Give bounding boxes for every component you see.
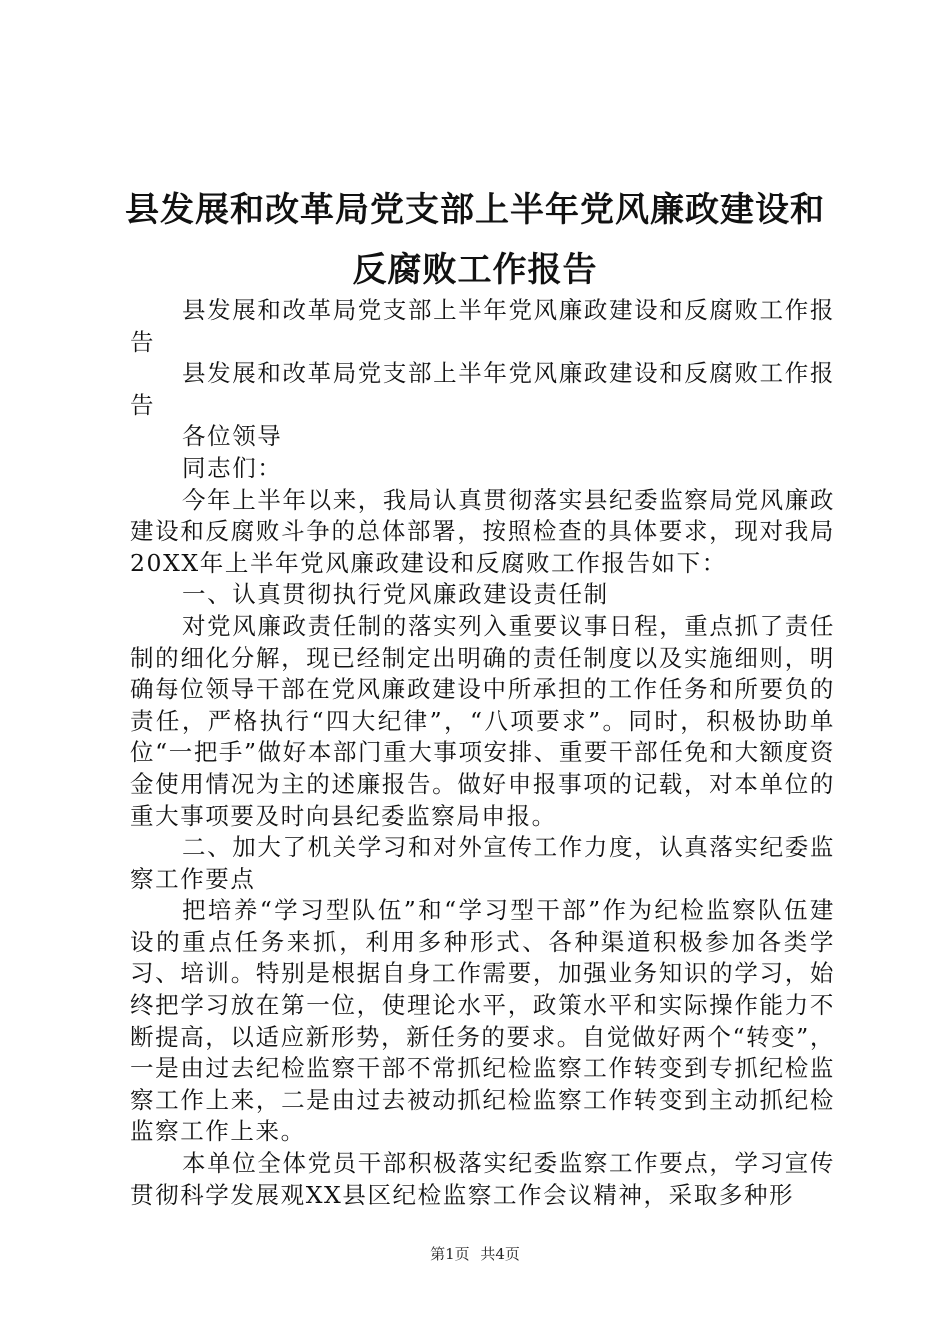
- document-title-line1: 县发展和改革局党支部上半年党风廉政建设和: [125, 190, 825, 230]
- paragraph-heading-repeat-2: 县发展和改革局党支部上半年党风廉政建设和反腐败工作报告: [130, 359, 835, 419]
- paragraph-intro: 今年上半年以来，我局认真贯彻落实县纪委监察局党风廉政建设和反腐败斗争的总体部署，按照检查的具体要求，现对我局20XX年上半年党风廉政建设和反腐败工作报告如下：: [130, 485, 835, 577]
- page-number: 第1页: [430, 1245, 470, 1263]
- paragraph-section-2b: 本单位全体党员干部积极落实纪委监察工作要点，学习宣传贯彻科学发展观XX县区纪检监察工作会议精神，采取多种形: [130, 1149, 835, 1209]
- paragraph-salutation-comrades: 同志们：: [182, 453, 283, 482]
- paragraph-section-1: 对党风廉政责任制的落实列入重要议事日程，重点抓了责任制的细化分解，现已经制定出明确的责任制度以及实施细则，明确每位领导干部在党风廉政建设中所承担的工作任务和所要负的责任，严格执行“四大纪律”，“八项要求”。同时，积极协助单位“一把手”做好本部门重大事项安排、重要干部任免和大额度资金使用情况为主的述廉报告。做好申报事项的记载，对本单位的重大事项要及时向县纪委监察局申报。: [130, 611, 835, 830]
- paragraph-heading-repeat-1: 县发展和改革局党支部上半年党风廉政建设和反腐败工作报告: [130, 296, 835, 356]
- page-footer: [0, 1244, 950, 1264]
- document-title-line2: 反腐败工作报告: [352, 250, 598, 290]
- section-heading-2: 二、加大了机关学习和对外宣传工作力度，认真落实纪委监察工作要点: [130, 833, 835, 893]
- paragraph-salutation-leaders: 各位领导: [182, 422, 283, 451]
- page-total: 共4页: [480, 1245, 520, 1263]
- document-body: [130, 295, 835, 1211]
- paragraph-section-2a: 把培养“学习型队伍”和“学习型干部”作为纪检监察队伍建设的重点任务来抓，利用多种形式、各种渠道积极参加各类学习、培训。特别是根据自身工作需要，加强业务知识的学习，始终把学习放在第一位，使理论水平，政策水平和实际操作能力不断提高，以适应新形势，新任务的要求。自觉做好两个“转变”，一是由过去纪检监察干部不常抓纪检监察工作转变到专抓纪检监察工作上来，二是由过去被动抓纪检监察工作转变到主动抓纪检监察工作上来。: [130, 896, 835, 1146]
- section-heading-1: 一、认真贯彻执行党风廉政建设责任制: [182, 580, 609, 609]
